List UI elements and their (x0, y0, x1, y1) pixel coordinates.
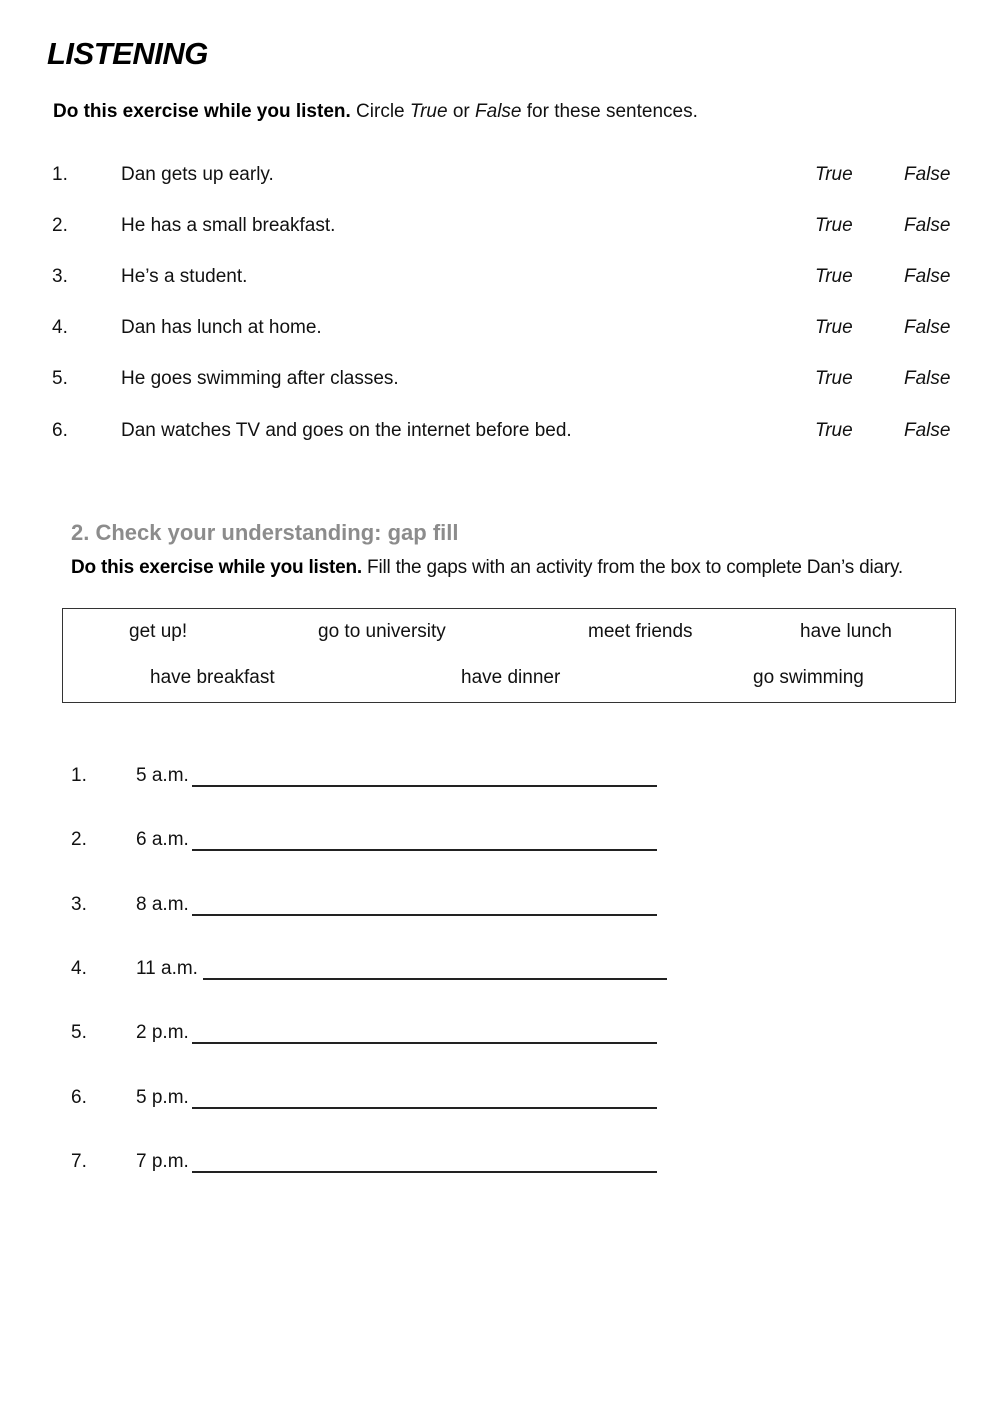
gap-time: 6 a.m. (136, 829, 189, 850)
instruction-bold: Do this exercise while you listen. (71, 557, 362, 578)
answer-blank[interactable] (192, 914, 657, 916)
item-number: 2. (71, 829, 87, 850)
item-number: 3. (52, 266, 68, 287)
gap-time: 2 p.m. (136, 1022, 189, 1043)
item-sentence: He goes swimming after classes. (121, 368, 399, 389)
gap-item (0, 894, 1000, 924)
answer-blank[interactable] (192, 849, 657, 851)
word-option: get up! (129, 621, 188, 642)
tf-item (0, 317, 1000, 347)
gap-item (0, 958, 1000, 988)
answer-blank[interactable] (192, 785, 657, 787)
word-option: go to university (318, 621, 446, 642)
word-option: go swimming (753, 667, 864, 688)
item-number: 6. (71, 1087, 87, 1108)
true-option[interactable]: True (815, 420, 853, 441)
gap-time: 11 a.m. (136, 958, 198, 979)
gap-item (0, 829, 1000, 859)
item-sentence: He has a small breakfast. (121, 215, 336, 236)
false-option[interactable]: False (904, 215, 951, 236)
word-option: meet friends (588, 621, 693, 642)
item-number: 5. (52, 368, 68, 389)
item-number: 5. (71, 1022, 87, 1043)
false-option[interactable]: False (904, 164, 951, 185)
false-option[interactable]: False (904, 266, 951, 287)
answer-blank[interactable] (192, 1042, 657, 1044)
gap-time: 7 p.m. (136, 1151, 189, 1172)
section1-instructions (53, 101, 698, 123)
instruction-text: Fill the gaps with an activity from the box to complete Dan’s diary. (361, 557, 903, 578)
instruction-text: Circle (350, 101, 410, 122)
gap-item (0, 1022, 1000, 1052)
answer-blank[interactable] (192, 1107, 657, 1109)
item-sentence: Dan gets up early. (121, 164, 274, 185)
gap-time: 5 p.m. (136, 1087, 189, 1108)
item-number: 7. (71, 1151, 87, 1172)
true-option[interactable]: True (815, 317, 853, 338)
false-option[interactable]: False (904, 317, 951, 338)
item-number: 1. (71, 765, 87, 786)
item-number: 4. (71, 958, 87, 979)
tf-item (0, 215, 1000, 245)
item-number: 2. (52, 215, 68, 236)
item-number: 6. (52, 420, 68, 441)
page-title: LISTENING (47, 36, 208, 71)
answer-blank[interactable] (203, 978, 667, 980)
false-option[interactable]: False (904, 368, 951, 389)
true-option[interactable]: True (815, 266, 853, 287)
gap-item (0, 1087, 1000, 1117)
gap-time: 8 a.m. (136, 894, 189, 915)
true-option[interactable]: True (815, 164, 853, 185)
word-option: have breakfast (150, 667, 275, 688)
tf-item (0, 420, 1000, 450)
item-number: 3. (71, 894, 87, 915)
true-option[interactable]: True (815, 215, 853, 236)
gap-time: 5 a.m. (136, 765, 189, 786)
word-option: have dinner (461, 667, 561, 688)
word-box (62, 608, 956, 703)
tf-item (0, 164, 1000, 194)
instruction-text: or (447, 101, 476, 122)
item-number: 4. (52, 317, 68, 338)
word-option: have lunch (800, 621, 892, 642)
gap-item (0, 1151, 1000, 1181)
section2-instructions (71, 557, 903, 579)
true-option[interactable]: True (815, 368, 853, 389)
instruction-text: for these sentences. (521, 101, 698, 122)
instruction-bold: Do this exercise while you listen. (53, 101, 351, 122)
instruction-true: True (409, 101, 448, 122)
tf-item (0, 368, 1000, 398)
item-sentence: Dan has lunch at home. (121, 317, 322, 338)
instruction-false: False (475, 101, 522, 122)
item-number: 1. (52, 164, 68, 185)
false-option[interactable]: False (904, 420, 951, 441)
item-sentence: He’s a student. (121, 266, 248, 287)
tf-item (0, 266, 1000, 296)
answer-blank[interactable] (192, 1171, 657, 1173)
gap-item (0, 765, 1000, 795)
section2-heading: 2. Check your understanding: gap fill (71, 520, 459, 545)
item-sentence: Dan watches TV and goes on the internet before bed. (121, 420, 572, 441)
